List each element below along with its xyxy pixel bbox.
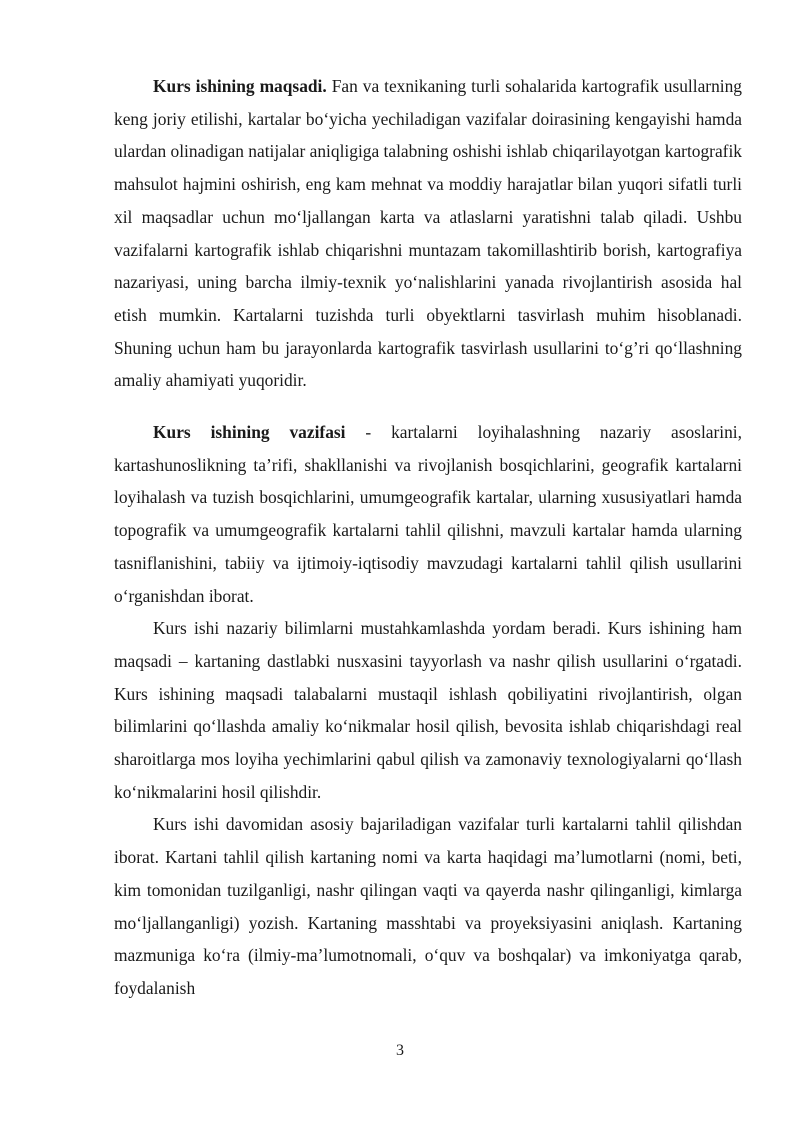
paragraph-text: Kurs ishi nazariy bilimlarni mustahkamlashda yordam beradi. Kurs ishining ham maqsadi – kartaning dastlabki nusxasini tayyorlash va nashr qilish usullarini o‘rgatadi. Kurs ishining maqsadi talabalarni mustaqil ishlash qobiliyatini rivojlantirish, olgan bilimlarini qo‘llashda amaliy ko‘nikmalar hosil qilish, bevosita ishlab chiqarishdagi real sharoitlarga mos loyiha yechimlarini qabul qilish va zamonaviy texnologiyalarni qo‘llash ko‘nikmalarini hosil qilishdir.	[114, 618, 742, 802]
paragraph-course-benefit	[114, 612, 742, 808]
paragraph-text: - kartalarni loyihalashning nazariy asoslarini, kartashunoslikning ta’rifi, shakllanishi va rivojlanish bosqichlarini, geografik kartalarni loyihalash va tuzish bosqichlarini, umumgeografik kartalar, ularning xususiyatlari hamda topografik va umumgeografik kartalarni tahlil qilishni, mavzuli kartalar hamda ularning tasniflanishini, tabiiy va ijtimoiy-iqtisodiy mavzudagi kartalarni tahlil qilish usullarini o‘rganishdan iborat.	[114, 422, 742, 606]
paragraph-text: Kurs ishi davomidan asosiy bajariladigan vazifalar turli kartalarni tahlil qilishdan iborat. Kartani tahlil qilish kartaning nomi va karta haqidagi ma’lumotlarni (nomi, beti, kim tomonidan tuzilganligi, nashr qilingan vaqti va qayerda nashr qilinganligi, kimlarga mo‘ljallanganligi) yozish. Kartaning masshtabi va proyeksiyasini aniqlash. Kartaning mazmuniga ko‘ra (ilmiy-ma’lumotnomali, o‘quv va boshqalar) va imkoniyatga qarab, foydalanish	[114, 814, 742, 998]
paragraph-course-task	[114, 416, 742, 612]
paragraph-course-tasks-detail	[114, 808, 742, 1004]
paragraph-heading: Kurs ishining maqsadi.	[153, 76, 327, 96]
paragraph-course-goal	[114, 70, 742, 397]
page-number: 3	[396, 1042, 404, 1059]
paragraph-text: Fan va texnikaning turli sohalarida kartografik usullarning keng joriy etilishi, kartalar bo‘yicha yechiladigan vazifalar doirasining kengayishi hamda ulardan olinadigan natijalar aniqligiga talabning oshishi ishlab chiqarilayotgan kartografik mahsulot hajmini oshirish, eng kam mehnat va moddiy harajatlar bilan yuqori sifatli turli xil maqsadlar uchun mo‘ljallangan karta va atlaslarni yaratishni talab qiladi. Ushbu vazifalarni kartografik ishlab chiqarishni muntazam takomillashtirib borish, kartografiya nazariyasi, uning barcha ilmiy-texnik yo‘nalishlarini yanada rivojlantirish asosida hal etish mumkin. Kartalarni tuzishda turli obyektlarni tasvirlash muhim hisoblanadi. Shuning uchun ham bu jarayonlarda kartografik tasvirlash usullarini to‘g’ri qo‘llashning amaliy ahamiyati yuqoridir.	[114, 76, 742, 391]
document-page	[114, 70, 742, 1005]
paragraph-heading: Kurs ishining vazifasi	[153, 422, 346, 443]
